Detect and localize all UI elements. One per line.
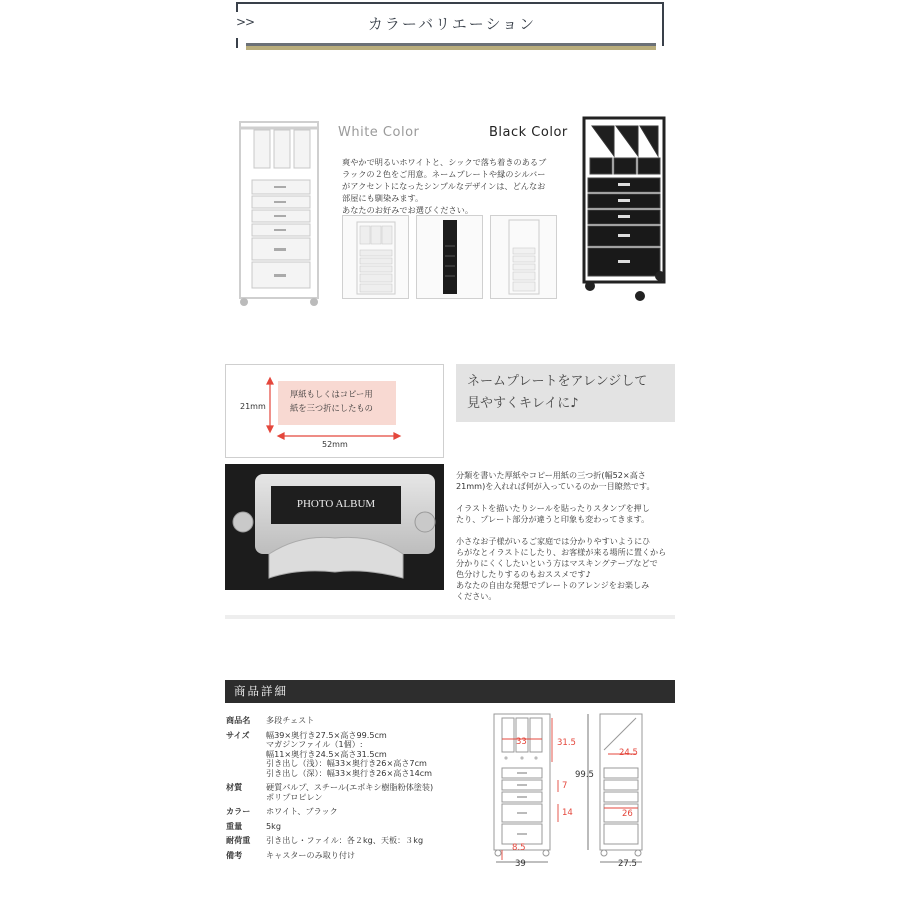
spec-value: 硬質パルプ、スチール(エポキシ樹脂粉体塗装) [266, 782, 434, 792]
spec-value: 引き出し（深）：幅33×奥行き26×高さ14cm [266, 767, 433, 778]
spec-row-size [226, 731, 488, 779]
black-chest-image [578, 116, 670, 304]
color-description [342, 156, 562, 216]
spec-value: キャスターのみ取り付け [266, 849, 356, 860]
section-divider [225, 615, 675, 619]
thumbnail-white-side[interactable] [490, 215, 557, 299]
dim-depth: 27.5 [618, 859, 637, 869]
spec-row-name [226, 716, 488, 726]
thumbnail-black-side[interactable] [416, 215, 483, 299]
description-line: 部屋にも馴染みます。 [342, 193, 424, 203]
paragraph [456, 470, 678, 492]
plate-label-text: PHOTO ALBUM [296, 498, 376, 510]
section-title-color-variation: カラーバリエーション [367, 15, 537, 33]
spec-value: 5kg [266, 820, 281, 831]
heading-line: ネームプレートをアレンジして [467, 374, 648, 389]
spec-value: 引き出し（浅）：幅33×奥行き26×高さ7cm [266, 758, 427, 768]
dim-total-height: 99.5 [575, 770, 594, 780]
spec-key: 備考 [226, 849, 243, 860]
spec-row-weight [226, 822, 488, 832]
spec-key: 耐荷重 [226, 835, 251, 845]
spec-value: 多段チェスト [266, 715, 315, 725]
text-line: 分かりにくくしたいという方はマスキングテープなどで [456, 558, 658, 568]
description-line: がアクセントになったシンプルなデザインは、どんなお [342, 181, 546, 191]
spec-row-load [226, 836, 488, 846]
spec-key: 商品名 [226, 715, 251, 725]
dim-file-width: 33 [516, 737, 527, 747]
spec-key: 重量 [226, 820, 243, 831]
paragraph [456, 536, 678, 602]
text-line: たり、プレート部分が違うと印象も変わってきます。 [456, 514, 650, 524]
spec-row-note [226, 851, 488, 861]
text-line: らがなとイラストにしたり、お客様が来る場所に置くから [456, 547, 667, 557]
spec-key: カラー [226, 806, 251, 816]
product-details-header: 商品詳細 [225, 680, 675, 703]
text-line: ください。 [456, 591, 497, 601]
description-line: あなたのお好みでお選びください。 [342, 205, 474, 215]
text-line: 21mm)を入れれば何が入っているのか一目瞭然です。 [456, 481, 655, 491]
spec-value: ホワイト、ブラック [266, 806, 338, 816]
description-line: 爽やかで明るいホワイトと、シックで落ち着きのあるブ [342, 157, 547, 167]
text-line: あなたの自由な発想でプレートのアレンジをお楽しみ [456, 580, 650, 590]
spec-value: 引き出し・ファイル：各２kg、天板：３kg [266, 835, 424, 845]
black-color-title: Black Color [489, 125, 568, 140]
header-underline [246, 43, 656, 50]
header-frame-corner [236, 38, 238, 48]
dim-width: 39 [515, 859, 526, 869]
spec-row-color [226, 807, 488, 817]
text-line: 小さなお子様がいるご家庭では分かりやすいようにひ [456, 536, 651, 546]
name-plate-description [456, 470, 678, 613]
white-chest-image [236, 120, 322, 308]
spec-table [226, 716, 488, 865]
spec-value: マガジンファイル（1個）: [266, 739, 363, 749]
name-plate-photo [225, 464, 444, 590]
dim-deep-height: 14 [562, 808, 573, 818]
white-color-title: White Color [338, 125, 420, 140]
spec-value: 幅11×奥行き24.5×高さ31.5cm [266, 748, 387, 759]
text-line: 分類を書いた厚紙やコピー用紙の三つ折(幅52×高さ [456, 470, 646, 480]
spec-value: ポリプロピレン [266, 791, 323, 802]
spec-key: サイズ [226, 729, 250, 740]
spec-row-material [226, 783, 488, 802]
spec-value: 幅39×奥行き27.5×高さ99.5cm [266, 729, 387, 740]
sample-text-line: 紙を三つ折にしたもの [290, 403, 373, 413]
paragraph [456, 503, 678, 525]
dim-shallow-height: 7 [562, 781, 568, 791]
width-label: 52mm [322, 440, 348, 449]
header-frame-corner [236, 2, 238, 12]
dimension-arrows [264, 376, 404, 442]
dim-file-height: 31.5 [557, 738, 576, 748]
spec-key: 材質 [226, 782, 243, 792]
description-line: ラックの２色をご用意。ネームプレートや縁のシルバー [342, 169, 546, 179]
thumbnail-white-front[interactable] [342, 215, 409, 299]
heading-line: 見やすくキレイに♪ [467, 396, 579, 411]
sample-text-line: 厚紙もしくはコピー用 [290, 389, 373, 399]
dim-file-depth: 24.5 [619, 748, 638, 758]
double-chevron-icon: >> [236, 15, 255, 29]
dim-caster-height: 8.5 [512, 843, 526, 853]
name-plate-heading [456, 364, 675, 422]
text-line: イラストを描いたりシールを貼ったりスタンプを押し [456, 503, 650, 513]
height-label: 21mm [240, 402, 266, 411]
dim-drawer-depth: 26 [622, 809, 633, 819]
text-line: 色分けしたりするのもおススメです♪ [456, 569, 591, 579]
